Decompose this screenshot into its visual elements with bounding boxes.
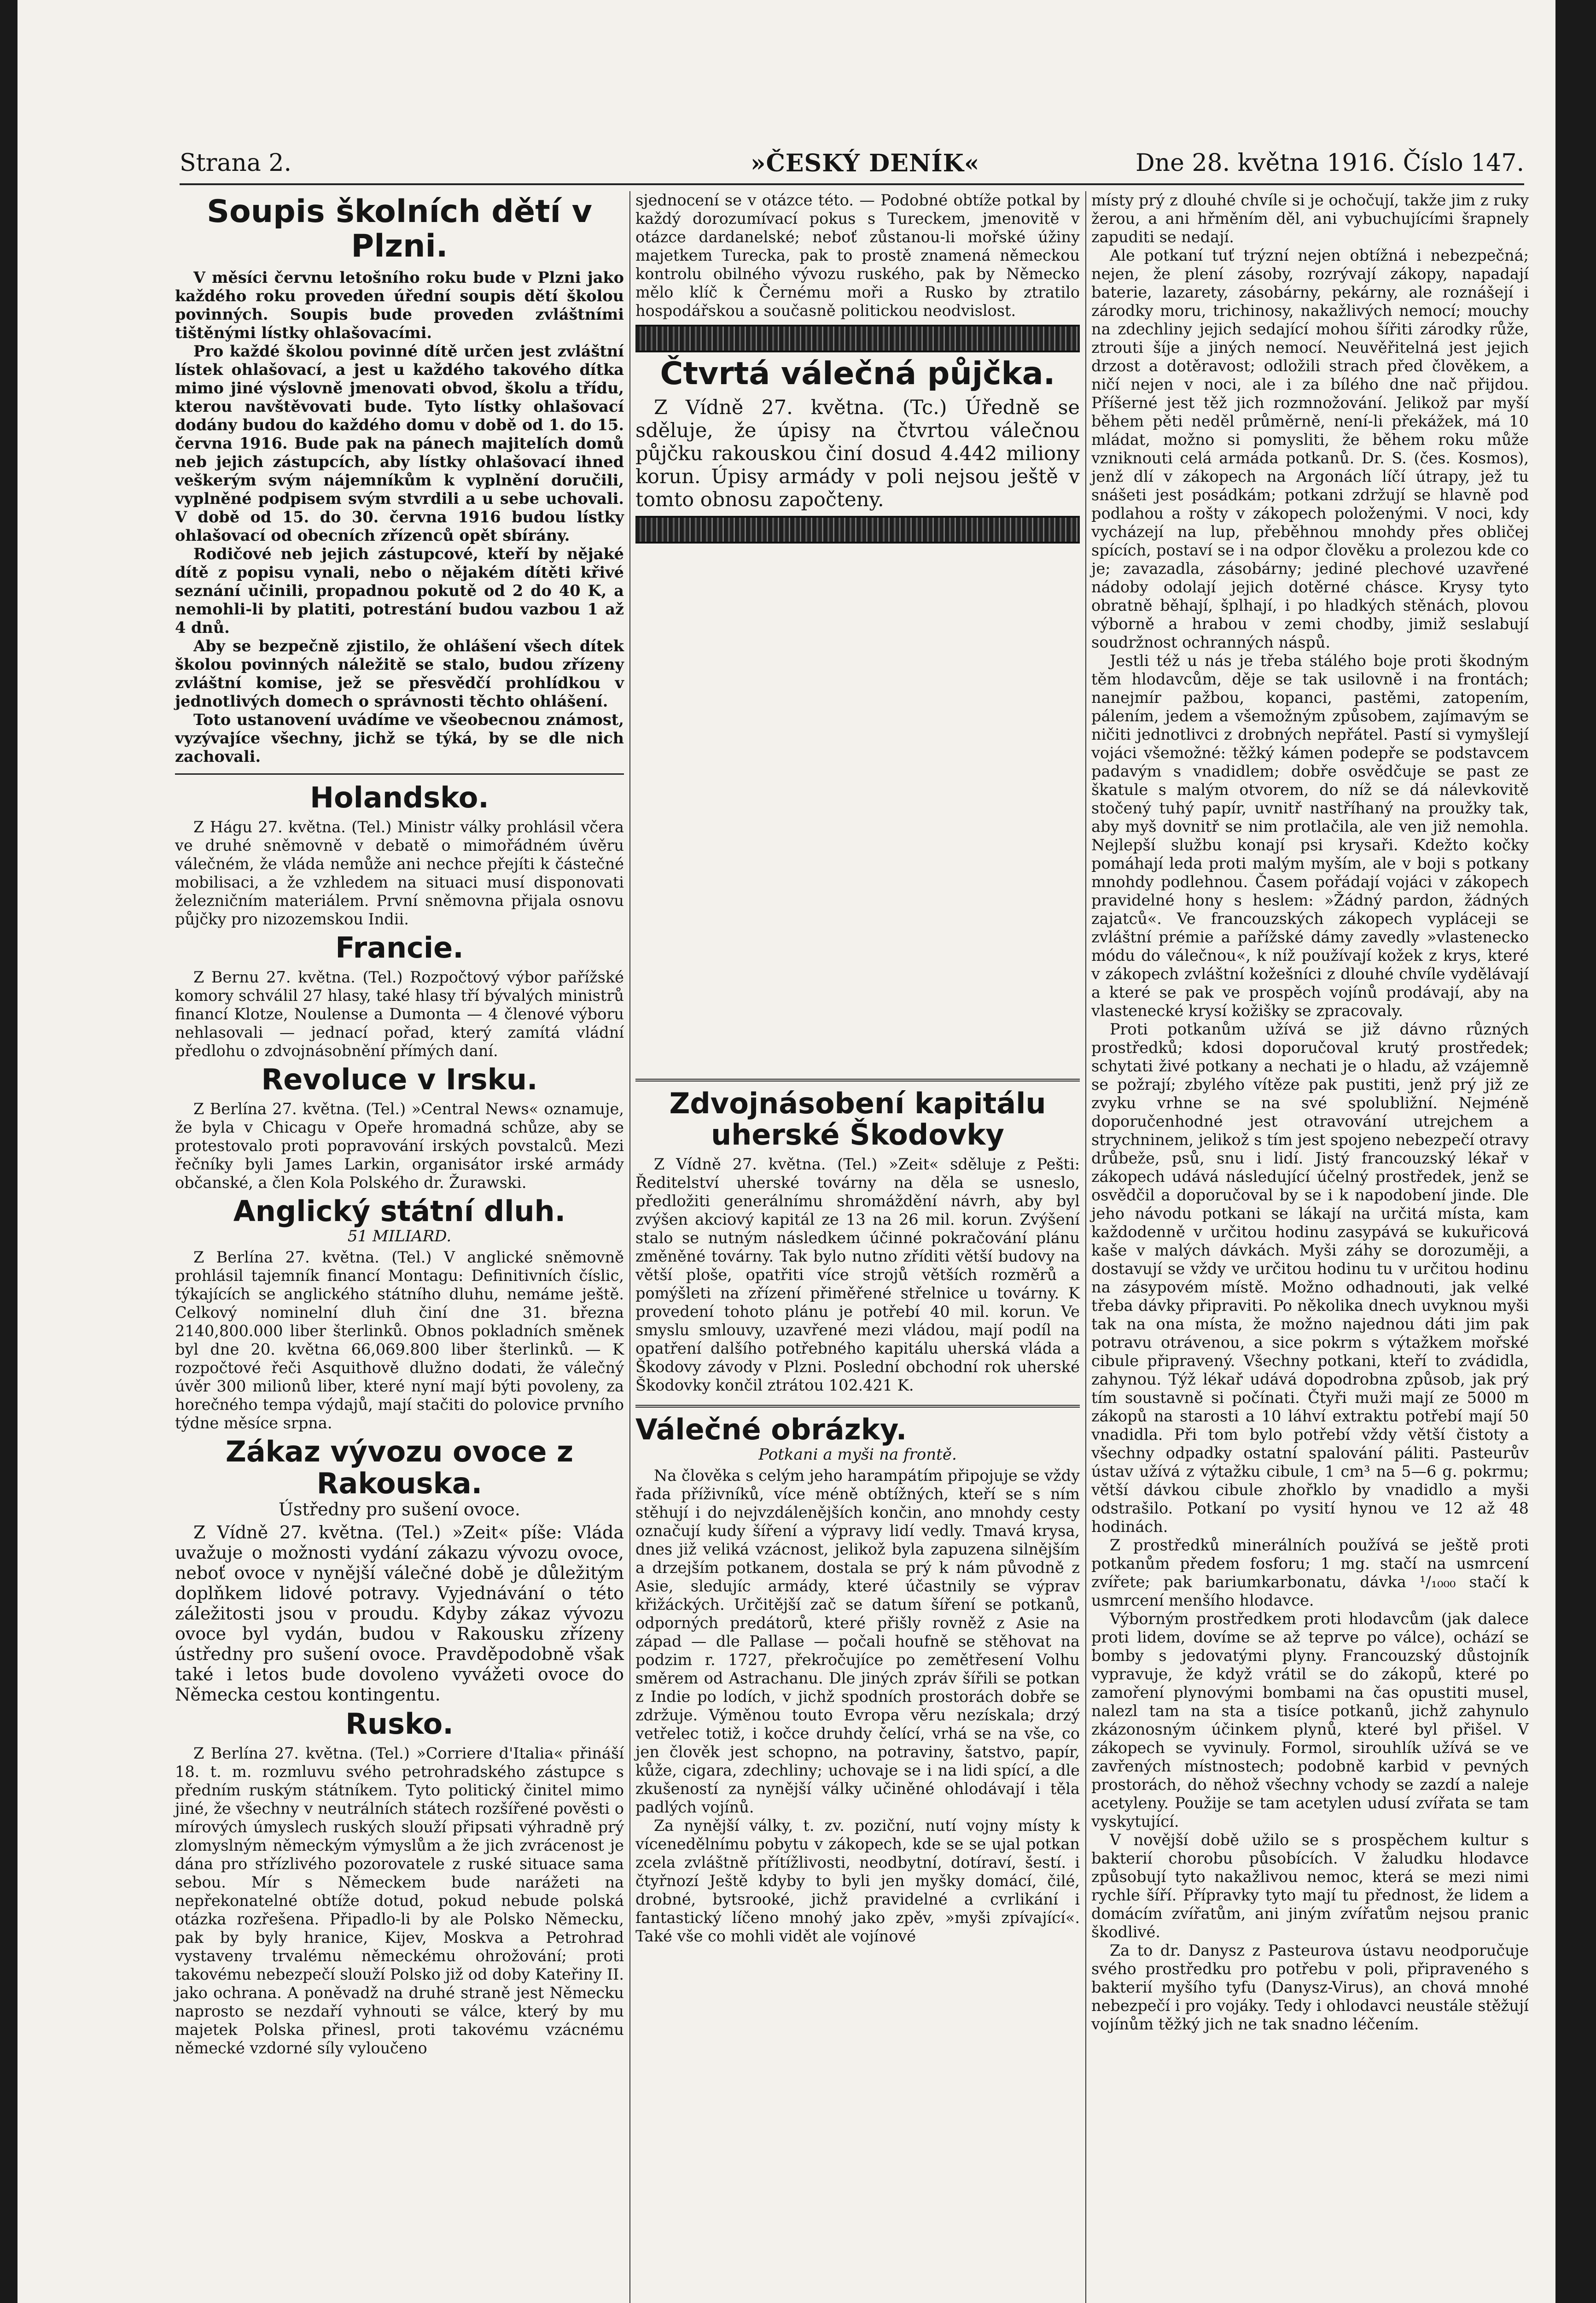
article-paragraph: Z Vídně 27. května. (Tc.) Úředně se sděluje, že úpisy na čtvrtou válečnou půjčku rakouskou činí dosud 4.442 miliony korun. Úpisy armády v poli nejsou ještě v tomto obnosu započteny. <box>635 396 1080 511</box>
article-title: Zákaz vývozu ovoce z Rakouska. <box>225 1435 574 1500</box>
article-title: Anglický státní dluh. <box>233 1194 566 1228</box>
article-paragraph: Z Vídně 27. května. (Tel.) »Zeit« sděluje z Pešti: Ředitelství uherské továrny na děla se usneslo, předložiti generálnímu shromáždění návrh, aby byl zvýšen akciový kapitál ze 13 na 26 mil. korun. Zvýšení stalo se nutným následkem účinné pokračování plánu změněné továrny. Tak bylo nutno zříditi větší budovy na větší ploše, opatřiti více strojů větších rozměrů a pomýšleti na zřízení přiměřené střelnice u továrny. K provedení tohoto plánu je potřebí 40 mil. korun. Ve smyslu smlouvy, uzavřené mezi vládou, mají podíl na opatření dalšího potřebného kapitálu uherská vláda a Škodovy závody v Plzni. Poslední obchodní rok uherské Škodovky končil ztrátou 102.421 K. <box>635 1155 1080 1395</box>
article-paragraph: místy prý z dlouhé chvíle si je ochočují, takže jim z ruky žerou, a ani hřměním děl, ani vybuchujícími šrapnely zapuditi se nedají. <box>1091 191 1529 246</box>
article-title: Revoluce v Irsku. <box>261 1062 538 1096</box>
article-title: Čtvrtá válečná půjčka. <box>660 356 1055 392</box>
article-title: Válečné obrázky. <box>635 1413 907 1447</box>
article-title: Rusko. <box>345 1707 454 1741</box>
torn-edge <box>635 516 1080 544</box>
article-paragraph: V měsíci červnu letošního roku bude v Plzni jako každého roku proveden úřední soupis dětí školou povinných. Soupis bude proveden zvláštními tištěnými lístky ohlašovacími. <box>175 268 624 342</box>
article-title: Francie. <box>335 930 464 964</box>
page-number: Strana 2. <box>180 149 292 177</box>
article-subtitle: Potkani a myši na frontě. <box>758 1445 957 1464</box>
section-rule <box>175 773 624 775</box>
torn-edge <box>635 325 1080 352</box>
article-paragraph: Proti potkanům užívá se již dávno různých prostředků; kdosi doporučoval krutý prostředek; schytati živé potkany a nechati je o hladu, až vzájemně se požrají; zbylého vítěze pak pustiti, jenž prý již ze zvyku vrhne se na své spolubližní. Nejméně doporučenhodné jest otravování utrejchem a strychninem, jelikož s tím jest spojeno nebezpečí otravy drůbeže, psů, snu i lidí. Jistý francouzský lékař v zákopech udává následující účelný prostředek, jenž se osvědčil a doporučoval by se i k napodobení jinde. Dle jeho návodu potkani se lákají na určitá místa, kam každodenně v určitou hodinu zasypává se kukuřicová kaše v malých dávkách. Myši záhy se dorozuměji, a dostavují se vždy ve určitou hodinu tu v určitou hodinu na zásypovém místě. Možno odhadnouti, jak velké třeba dávky připraviti. Po několika dnech uvyknou myši tak na ona místa, že možno najednou dáti jim pak potravu otrávenou, a sice pokrm s výtažkem mořské cibule připravený. Všechny potkani, kteří to zvádidla, zahynou. Týž lékař udává dopodrobna způsob, jak prý tím soustavně si počínati. Čtyři muži mají ze 5000 m zákopů na starosti a 10 láhví extraktu potřebí mají 50 vnadidla. Při tom bylo potřebí vždy větší čistoty a všechny odpadky ostatní spalování páliti. Pasteurův ústav užívá z výtažku cibule, 1 cm³ na 5—6 g. pokrmu; větší dávkou cibule zhořklo by vnadidlo a myši odstrašilo. Potkaní po vysití hynou ve 12 až 48 hodinách. <box>1091 1020 1529 1536</box>
section-rule <box>635 1079 1080 1081</box>
article-paragraph: Z Hágu 27. května. (Tel.) Ministr války prohlásil včera ve druhé sněmovně v debatě o mimořádném úvěru válečném, že vláda nemůže ani nechce přejíti k částečné mobilisaci, a že vzhledem na situaci musí disponovati železničním materiálem. První sněmovna přijala osnovu půjčky pro nizozemskou Indii. <box>175 818 624 928</box>
article-title: Zdvojnásobení kapitálu uherské Škodovky <box>669 1086 1046 1152</box>
article-paragraph: Rodičové neb jejich zástupcové, kteří by nějaké dítě z popisu vynali, nebo o nějakém dítěti křivé seznání učinili, propadnou pokutě od 2 do 40 K, a nemohli-li by platiti, potrestání budou vazbou 1 až 4 dnů. <box>175 544 624 637</box>
column-2 <box>635 191 1080 1946</box>
article-paragraph: Za to dr. Danysz z Pasteurova ústavu neodporučuje svého prostředku pro potřebu v poli, připraveného s bakterií myšího tyfu (Danysz-Virus), an chová mnohé nebezpečí i pro vojáky. Tedy i ohlodavci neustále stěžují vojínům těžký jich ne tak snadno léčením. <box>1091 1941 1529 2033</box>
article-paragraph: Z Vídně 27. května. (Tel.) »Zeit« píše: Vláda uvažuje o možnosti vydání zákazu vývozu ovoce, neboť ovoce v nynější válečné době je důležitým doplňkem lidové potravy. Vyjednávání o této záležitosti jsou v proudu. Kdyby zákaz vývozu ovoce byl vydán, budou v Rakousku zřízeny ústředny pro sušení ovoce. Pravděpodobně však také i letos bude dovoleno vyvážeti ovoce do Německa cestou kontingentu. <box>175 1522 624 1705</box>
article-paragraph: Výborným prostředkem proti hlodavcům (jak dalece proti lidem, dovíme se až teprve po válce), ochází se bomby s jedovatými plyny. Francouzský důstojník vypravuje, že když vrátil se do zákopů, které po zamoření plynovými bombami na čas opustiti musel, nalezl tam na sta a tisíce potkanů, jichž zahynulo zkázonosným účinkem plynů, které byl přišel. V zákopech se vyvinuly. Formol, sirouhlík užívá se ve zavřených místnostech; podobně karbid v pevných prostorách, do něhož všechny vchody se zazdí a naleje acetyleny. Použije se tam acetylen udusí zvířata se tam vyskytující. <box>1091 1610 1529 1830</box>
masthead-title: »ČESKÝ DENÍK« <box>751 149 980 177</box>
article-paragraph: Pro každé školou povinné dítě určen jest zvláštní lístek ohlašovací, a jest u každého takového dítka mimo jiné výslovně jmenovati obvod, školu a třídu, kterou navštěvovati bude. Tyto lístky ohlašovací dodány budou do každého domu v době od 1. do 15. června 1916. Bude pak na pánech majitelích domů neb jejich zástupcích, aby lístky ohlašovací ihned veškerým svým nájemníkům k vyplnění doručili, vyplněné podpisem svým stvrdili a u sebe uchovali. V době od 15. do 30. června 1916 budou lístky ohlašovací od obecních zřízenců opět sbírány. <box>175 342 624 544</box>
blank-space <box>635 548 1080 1069</box>
article-paragraph: Na člověka s celým jeho harampátím připojuje se vždy řada příživníků, více méně obtížných, kteří se s ním stěhují i do nejvzdálenějších končin, ano mnohdy cesty označují kudy šíření a výpravy lidí vedly. Tmavá krysa, dnes již veliká vzácnost, jelikož byla zapuzena silnějším a drzejším potkanem, dostala se prý k nám původně z Asie, sledujíc armády, které účastnily se výprav křižáckých. Určitější zač se datum šíření se potkanů, odporných predátorů, které přišly rovněž z Asie na západ — dle Pallase — počali houfně se stěhovat na podzim r. 1727, překročujíce po zemětřesení Volhu směrem od Astrachanu. Dle jiných zpráv šířili se potkan z Indie po lodích, v jichž spodních prostorách dobře se zdržuje. Výměnou touto Evropa věru nezískala; drzý vetřelec totiž, i kočce druhdy čelící, vrhá se na vše, co jen člověk jest schopno, na potraviny, šatstvo, papír, kůže, cigara, zdechliny; uchovaje se i na lidi spící, a dle zkušeností za nynější války učiněné ohlodávají i těla padlých vojínů. <box>635 1467 1080 1817</box>
article-paragraph: Jestli též u nás je třeba stálého boje proti škodným těm hlodavcům, děje se tak usilovně i na frontách; nanejmír pažbou, kopanci, pastěmi, zatopením, pálením, jedem a všemožným způsobem, zajímavým se ničiti jednotlivci z drobných nepřátel. Pastí si vymyšlejí vojáci všemožné: těžký kámen podepře se podstavcem padavým s vnadidlem; dobře osvědčuje se past ze škatule s malým otvorem, do níž se dá nálevkovitě stočený tuhý papír, uvnitř nastříhaný na proužky tak, aby myš dovnitř se nim protlačila, ale ven již nemohla. Nejlepší službu konají psi krysaři. Kdežto kočky pomáhají leda proti malým myším, ale v boji s potkany mnohdy podlehnou. Časem pořádají vojáci v zákopech pravidelné hony s heslem: »Žádný pardon, žádných zajatců«. Ve francouzských zákopech vypláceji se zvláštní prémie a pařížské dámy zavedly »vlastenecko módu do válečnou«, k níž používají kožek z krys, které v zákopech zvláštní kožešníci z dlouhé chvíle vydělávají a které se pak ve prospěch vojínů prodávají, aby na vlastenecké krysí kožišky se zpracovaly. <box>1091 652 1529 1020</box>
column-divider <box>1085 191 1086 2303</box>
column-1 <box>175 191 624 2058</box>
column-divider <box>629 191 630 2303</box>
article-title: Soupis školních dětí v Plzni. <box>207 193 592 264</box>
article-paragraph: sjednocení se v otázce této. — Podobné obtíže potkal by každý dorozumívací pokus s Tureckem, jmenovitě v otázce dardanelské; neboť zůstanou-li mořské úžiny majetkem Turecka, pak to prostě znamená německou kontrolu obilného vývozu ruského, pak by Německo mělo klíč k Černému moři a Rusko by ztratilo hospodářskou a současně politickou neodvislost. <box>635 191 1080 320</box>
article-paragraph: Toto ustanovení uvádíme ve všeobecnou známost, vyzývajíce všechny, jichž se týká, by se dle nich zachovali. <box>175 710 624 766</box>
article-paragraph: Z Berlína 27. května. (Tel.) »Corriere d'Italia« přináší 18. t. m. rozmluvu svého petrohradského zástupce s předním ruským státníkem. Tyto politický činitel mimo jiné, že všechny v neutrálních státech rozšířené pověsti o mírových úmyslech ruských slouží připsati výhradně prý zlomyslným německým výmyslům a že jich zvrácenost je dána pro střízlivého pozorovatele z ruské situace sama sebou. Mír s Německem bude narážeti na nepřekonatelné obtíže dotud, pokud nebude polská otázka rozřešena. Připadlo-li by ale Polsko Německu, pak by byly hranice, Kijev, Moskva a Petrohrad vystaveny trvalému německému ohrožování; proti takovému nebezpečí slouží Polsko již od doby Kateřiny II. jako ochrana. A poněvadž na druhé straně jest Německu naprosto se nezdaří vyhnouti se válce, který by mu majetek Polska přinesl, proti takovému vzácnému německé vzdorné síly vyloučeno <box>175 1744 624 2057</box>
article-paragraph: Za nynější války, t. zv. poziční, nutí vojny místy k vícenedělnímu pobytu v zákopech, kde se se ujal potkan zcela zvláštně přítížlivosti, neodbytní, dotíraví, šestí. i čtyřnozí Ještě kdyby to byli jen myšky domácí, čilé, drobné, bytsrooké, jichž pravidelné a cvrlikání i fantastický líčeno mnohý jako zpěv, »myši zpívající«. Také vše co mohli vidět ale vojínové <box>635 1817 1080 1946</box>
article-paragraph: Z prostředků minerálních používá se ještě proti potkanům předem fosforu; 1 mg. stačí na usmrcení zvířete; pak bariumkarbonatu, dávka ¹/₁₀₀₀ stačí k usmrcení menšího hlodavce. <box>1091 1536 1529 1609</box>
article-paragraph: Aby se bezpečně zjistilo, že ohlášení všech dítek školou povinných náležitě se stalo, budou zřízeny zvláštní komise, jež se přesvědčí prohlídkou v jednotlivých domech o správnosti těchto ohlášení. <box>175 637 624 710</box>
page-header <box>180 146 1524 185</box>
article-paragraph: Z Berlína 27. května. (Tel.) »Central News« oznamuje, že byla v Chicagu v Opeře hromadná schůze, aby se protestovalo proti popravování irských povstalců. Mezi řečníky byli James Larkin, organisátor irské armády občanské, a člen Kola Polského dr. Žurawski. <box>175 1100 624 1192</box>
article-subtitle: Ústředny pro sušení ovoce. <box>279 1499 520 1520</box>
column-3 <box>1091 191 1529 2034</box>
article-title: Holandsko. <box>310 780 489 814</box>
article-paragraph: Ale potkaní tuť trýzní nejen obtížná i nebezpečná; nejen, že plení zásoby, rozrývají zákopy, napadají baterie, lazarety, zásobárny, pekárny, ale roznášejí i zárodky moru, trichinosy, nakažlivých nemocí; mouchy na zdechliny jejich sedající mohou šířiti zárodky růže, ztrouti šíje a jiných nemocí. Neuvěřitelná jest jejich drzost a dotěravost; odložili strach před člověkem, a ničí nejen v noci, ale i za bílého dne nač přijdou. Příšerné jest těž jich rozmnožování. Jelikož par myší během pěti neděl průměrně, není-li překážek, má 10 mládat, možno si pomysliti, že během roku může vzniknouti celá armáda potkanů. Dr. S. (čes. Kosmos), jenž dlí v zákopech na Argonách líčí útrapy, jež tu snášeti jest posádkám; potkani zdržují se hlavně pod podlahou a rošty v zákopech položenými. V noci, kdy vycházejí na lup, přeběhnou mnohdy přes obličej spících, postaví se i na odpor člověku a prolezou kde co je; zavazadla, zásobárny; jediné plechové uzavřené nádoby odolají jejich dotěrné chásce. Krysy tyto obratně běhají, šplhají, i po hladkých stěnách, plovou výborně a hrabou v zemi chodby, jimiž seslabují soudržnost ochranných náspů. <box>1091 246 1529 651</box>
article-paragraph: Z Berlína 27. května. (Tel.) V anglické sněmovně prohlásil tajemník financí Montagu: Definitivních číslic, týkajících se anglického státního dluhu, nemáme ještě. Celkový nominelní dluh činí dne 31. března 2140,800.000 liber šterlinků. Obnos pokladních směnek byl dne 20. května 66,069.800 liber šterlinků. — K rozpočtové řeči Asquithově dlužno dodati, že válečný úvěr 300 milionů liber, které nyní mají býti povoleny, za horečného tempa výdajů, mají stačiti do polovice prvního týdne měsíce srpna. <box>175 1248 624 1432</box>
article-paragraph: Z Bernu 27. května. (Tel.) Rozpočtový výbor pařížské komory schválil 27 hlasy, také hlasy tří bývalých ministrů financí Klotze, Noulense a Dumonta — 4 členové výboru nehlasovali — jednací pořad, který zamítá vládní předlohu o zdvojnásobnění přímých daní. <box>175 968 624 1060</box>
article-subtitle: 51 MILIARD. <box>347 1227 452 1246</box>
issue-date: Dne 28. května 1916. Číslo 147. <box>1135 149 1524 177</box>
article-paragraph: V novější době užilo se s prospěchem kultur s bakterií chorobu působících. V žaludku hlodavce způsobují tyto nakažlivou nemoc, která se mezi nimi rychle šíří. Přípravky tyto mají tu přednost, že lidem a domácím zvířatům, ani jiným zvířatům nejsou pranic škodlivé. <box>1091 1831 1529 1941</box>
section-rule <box>635 1405 1080 1408</box>
